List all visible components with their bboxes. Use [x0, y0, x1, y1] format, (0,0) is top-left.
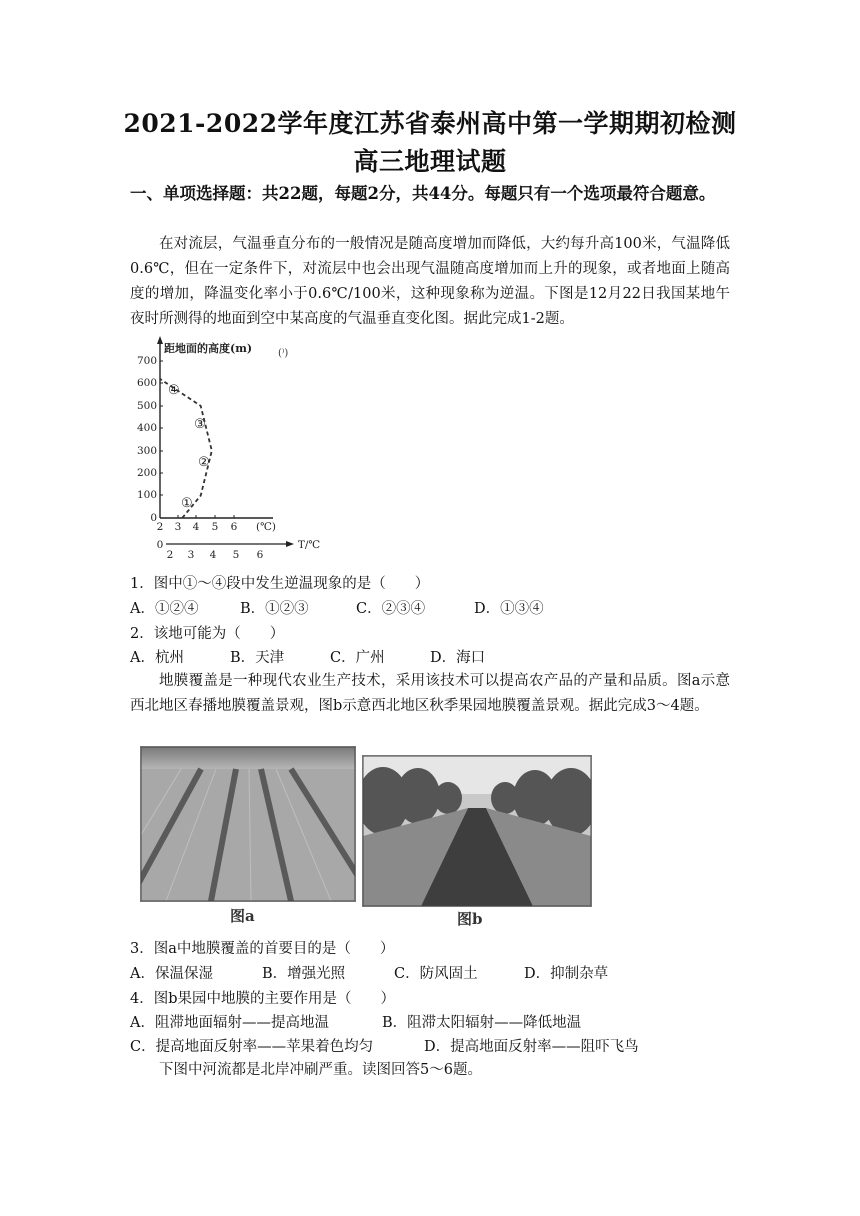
y-tick-label: 200 — [136, 467, 157, 479]
option-b[interactable]: B．①②③ — [240, 601, 309, 617]
y-axis-arrow — [157, 336, 163, 344]
x-tick-label: 2 — [166, 549, 174, 561]
option-a[interactable]: A．保温保湿 — [130, 966, 213, 982]
option-d[interactable]: D．提高地面反射率——阻吓飞鸟 — [424, 1039, 639, 1055]
x-unit-label: (℃) — [256, 521, 276, 533]
x-tick-label: 6 — [230, 521, 238, 533]
x-tick-label: 2 — [156, 521, 164, 533]
option-d[interactable]: D．海口 — [430, 650, 486, 666]
section-heading: 一、单项选择题：共22题，每题2分，共44分。每题只有一个选项最符合题意。 — [130, 184, 716, 203]
option-d[interactable]: D．①③④ — [474, 601, 544, 617]
option-d[interactable]: D．抑制杂草 — [524, 966, 609, 982]
intro-paragraph-1: 在对流层，气温垂直分布的一般情况是随高度增加而降低，大约每升高100米，气温降低0.6℃，但在一定条件下，对流层中也会出现气温随高度增加而上升的现象，或者地面上随高度的增加，降温变化率小于0.6℃/100米，这种现象称为逆温。下图是12月22日我国某地午夜时所测得的地面到空中某高度的气温垂直变化图。据此完成1-2题。 — [130, 236, 730, 327]
option-b[interactable]: B．天津 — [230, 650, 285, 666]
x-axis-title: T/℃ — [297, 539, 321, 551]
question-4-options-ab — [130, 1011, 581, 1032]
y-tick-labels — [137, 355, 157, 524]
x-tick-label: 6 — [256, 549, 264, 561]
photo-a-mulch-field — [140, 746, 356, 902]
intro-paragraph-2: 地膜覆盖是一种现代农业生产技术，采用该技术可以提高农产品的产量和品质。图a示意西北地区春播地膜覆盖景观，图b示意西北地区秋季果园地膜覆盖景观。据此完成3～4题。 — [130, 673, 730, 714]
photo-b-caption: 图b — [457, 910, 483, 928]
question-1-stem: 1．图中①～④段中发生逆温现象的是（ ） — [130, 576, 430, 592]
option-c[interactable]: C．防风固土 — [394, 966, 478, 982]
y-tick-label: 700 — [136, 355, 157, 367]
temperature-profile-chart — [128, 332, 338, 564]
y-tick-label: 300 — [136, 445, 157, 457]
question-2-options — [130, 646, 485, 667]
segment-marker: ② — [198, 455, 210, 470]
x-tick-label: 0 — [156, 539, 164, 551]
x-tick-label: 4 — [192, 521, 200, 533]
option-c[interactable]: C．提高地面反射率——苹果着色均匀 — [130, 1039, 374, 1055]
option-b[interactable]: B．阻滞太阳辐射——降低地温 — [382, 1015, 582, 1031]
segment-marker: ④ — [168, 383, 180, 398]
x-axis-arrow — [286, 541, 294, 547]
y-tick-label: 0 — [150, 512, 157, 524]
option-a[interactable]: A．①②④ — [130, 601, 199, 617]
y-tick-label: 400 — [136, 422, 157, 434]
question-4-options-cd — [130, 1035, 639, 1056]
photo-a-caption: 图a — [230, 907, 255, 925]
x-tick-label: 3 — [174, 521, 182, 533]
y-axis-label: 距地面的高度(m) — [164, 342, 253, 355]
segment-marker: ③ — [194, 417, 206, 432]
y-tick-label: 500 — [136, 400, 157, 412]
exam-title: 2021-2022学年度江苏省泰州高中第一学期期初检测 — [123, 109, 737, 138]
exam-subtitle: 高三地理试题 — [353, 147, 507, 176]
intro-paragraph-3: 下图中河流都是北岸冲刷严重。读图回答5～6题。 — [159, 1062, 482, 1078]
option-a[interactable]: A．杭州 — [130, 650, 184, 666]
x-tick-label: 5 — [211, 521, 219, 533]
question-4-stem: 4．图b果园中地膜的主要作用是（ ） — [130, 991, 396, 1007]
option-c[interactable]: C．广州 — [330, 650, 385, 666]
y-tick-label: 600 — [136, 377, 157, 389]
y-tick-label: 100 — [136, 489, 157, 501]
question-1-options — [130, 597, 544, 618]
question-2-stem: 2．该地可能为（ ） — [130, 626, 285, 642]
x-tick-label: 5 — [232, 549, 240, 561]
question-3-options — [130, 962, 608, 983]
option-b[interactable]: B．增强光照 — [262, 966, 346, 982]
segment-marker: ① — [181, 496, 193, 511]
option-a[interactable]: A．阻滞地面辐射——提高地温 — [130, 1015, 329, 1031]
question-3-stem: 3．图a中地膜覆盖的首要目的是（ ） — [130, 941, 395, 957]
y-axis-label-extra: (⁾) — [278, 348, 289, 359]
x-tick-label: 4 — [209, 549, 217, 561]
option-c[interactable]: C．②③④ — [356, 601, 426, 617]
x-tick-label: 3 — [187, 549, 195, 561]
photo-b-orchard — [362, 755, 592, 907]
